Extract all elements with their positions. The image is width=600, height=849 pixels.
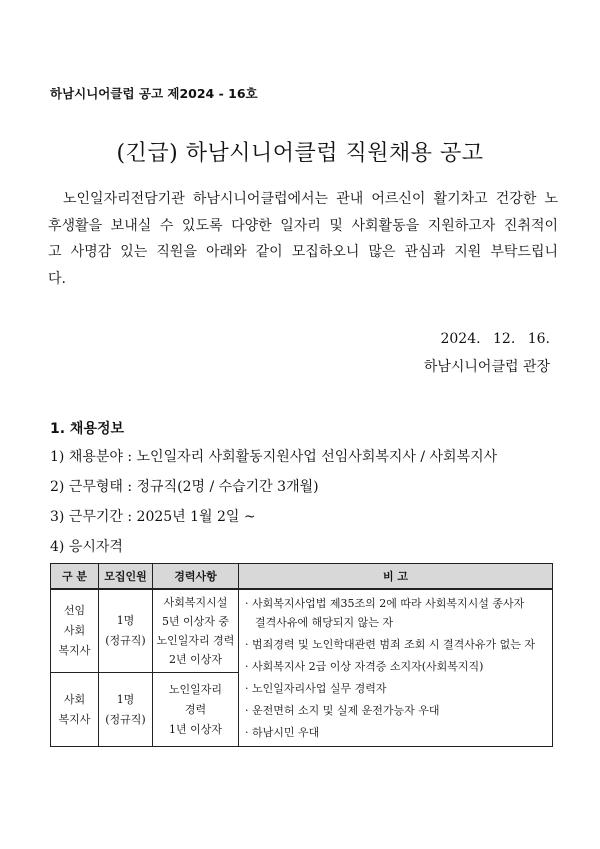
note-item: · 사회복지사 2급 이상 자격증 소지자(사회복지직) — [245, 660, 484, 673]
cell-count — [99, 589, 153, 673]
issuer: 하남시니어클럽 관장 — [423, 359, 550, 375]
count-value: 1명 — [116, 614, 135, 628]
intro-paragraph: 노인일자리전담기관 하남시니어클럽에서는 관내 어르신이 활기차고 건강한 노후생활을 보내실 수 있도록 다양한 일자리 및 사회활동을 지원하고자 진취적이고 사명감 있는 직원을 아래와 같이 모집하오니 많은 관심과 지원 부탁드립니다. — [48, 191, 558, 287]
note-item: · 하남시민 우대 — [245, 726, 320, 739]
qualifications-table — [50, 563, 553, 747]
cell-category — [51, 673, 99, 747]
header-notes: 비 고 — [239, 564, 553, 590]
count-value: 1명 — [116, 692, 135, 706]
career-line: 5년 이상자 중 — [161, 615, 230, 629]
count-type: (정규직) — [105, 712, 146, 726]
page-title: (긴급) 하남시니어클럽 직원채용 공고 — [116, 141, 484, 166]
category-line: 선임 — [63, 604, 86, 618]
note-item: · 범죄경력 및 노인학대관련 범죄 조회 시 결격사유가 없는 자 — [245, 638, 535, 651]
count-type: (정규직) — [105, 634, 146, 648]
career-line: 노인일자리 경력 — [156, 634, 235, 648]
info-item-work-period: 3) 근무기간 : 2025년 1월 2일 ~ — [50, 509, 256, 525]
header-career: 경력사항 — [153, 564, 239, 590]
category-line: 사회 — [63, 624, 86, 638]
category-line: 복지사 — [58, 712, 91, 726]
career-line: 노인일자리 — [168, 682, 223, 696]
career-line: 사회복지시설 — [163, 596, 228, 610]
info-item-field: 1) 채용분야 : 노인일자리 사회활동지원사업 선임사회복지사 / 사회복지사 — [50, 449, 498, 465]
cell-category — [51, 589, 99, 673]
cell-count — [99, 673, 153, 747]
note-item: · 운전면허 소지 및 실제 운전가능자 우대 — [245, 704, 440, 717]
note-item: · 노인일자리사업 실무 경력자 — [245, 682, 387, 695]
section-title: 1. 채용정보 — [50, 421, 125, 437]
info-item-employment-type: 2) 근무형태 : 정규직(2명 / 수습기간 3개월) — [50, 479, 319, 495]
table-header-row — [51, 564, 553, 590]
cell-career — [153, 589, 239, 673]
career-line: 1년 이상자 — [169, 722, 222, 736]
category-line: 복지사 — [58, 644, 91, 658]
cell-notes — [239, 589, 553, 747]
info-item-qualifications: 4) 응시자격 — [50, 539, 123, 555]
career-line: 경력 — [184, 702, 207, 716]
notice-number: 하남시니어클럽 공고 제2024 - 16호 — [50, 86, 258, 101]
note-item: · 사회복지사업법 제35조의 2에 따라 사회복지시설 종사자 — [245, 597, 525, 610]
note-item-continued: 결격사유에 해당되지 않는 자 — [255, 616, 394, 629]
career-line: 2년 이상자 — [169, 653, 222, 667]
announcement-date: 2024. 12. 16. — [440, 331, 550, 347]
table-row — [51, 589, 553, 673]
cell-career — [153, 673, 239, 747]
header-count: 모집인원 — [99, 564, 153, 590]
category-line: 사회 — [63, 692, 86, 706]
header-category: 구 분 — [51, 564, 99, 590]
